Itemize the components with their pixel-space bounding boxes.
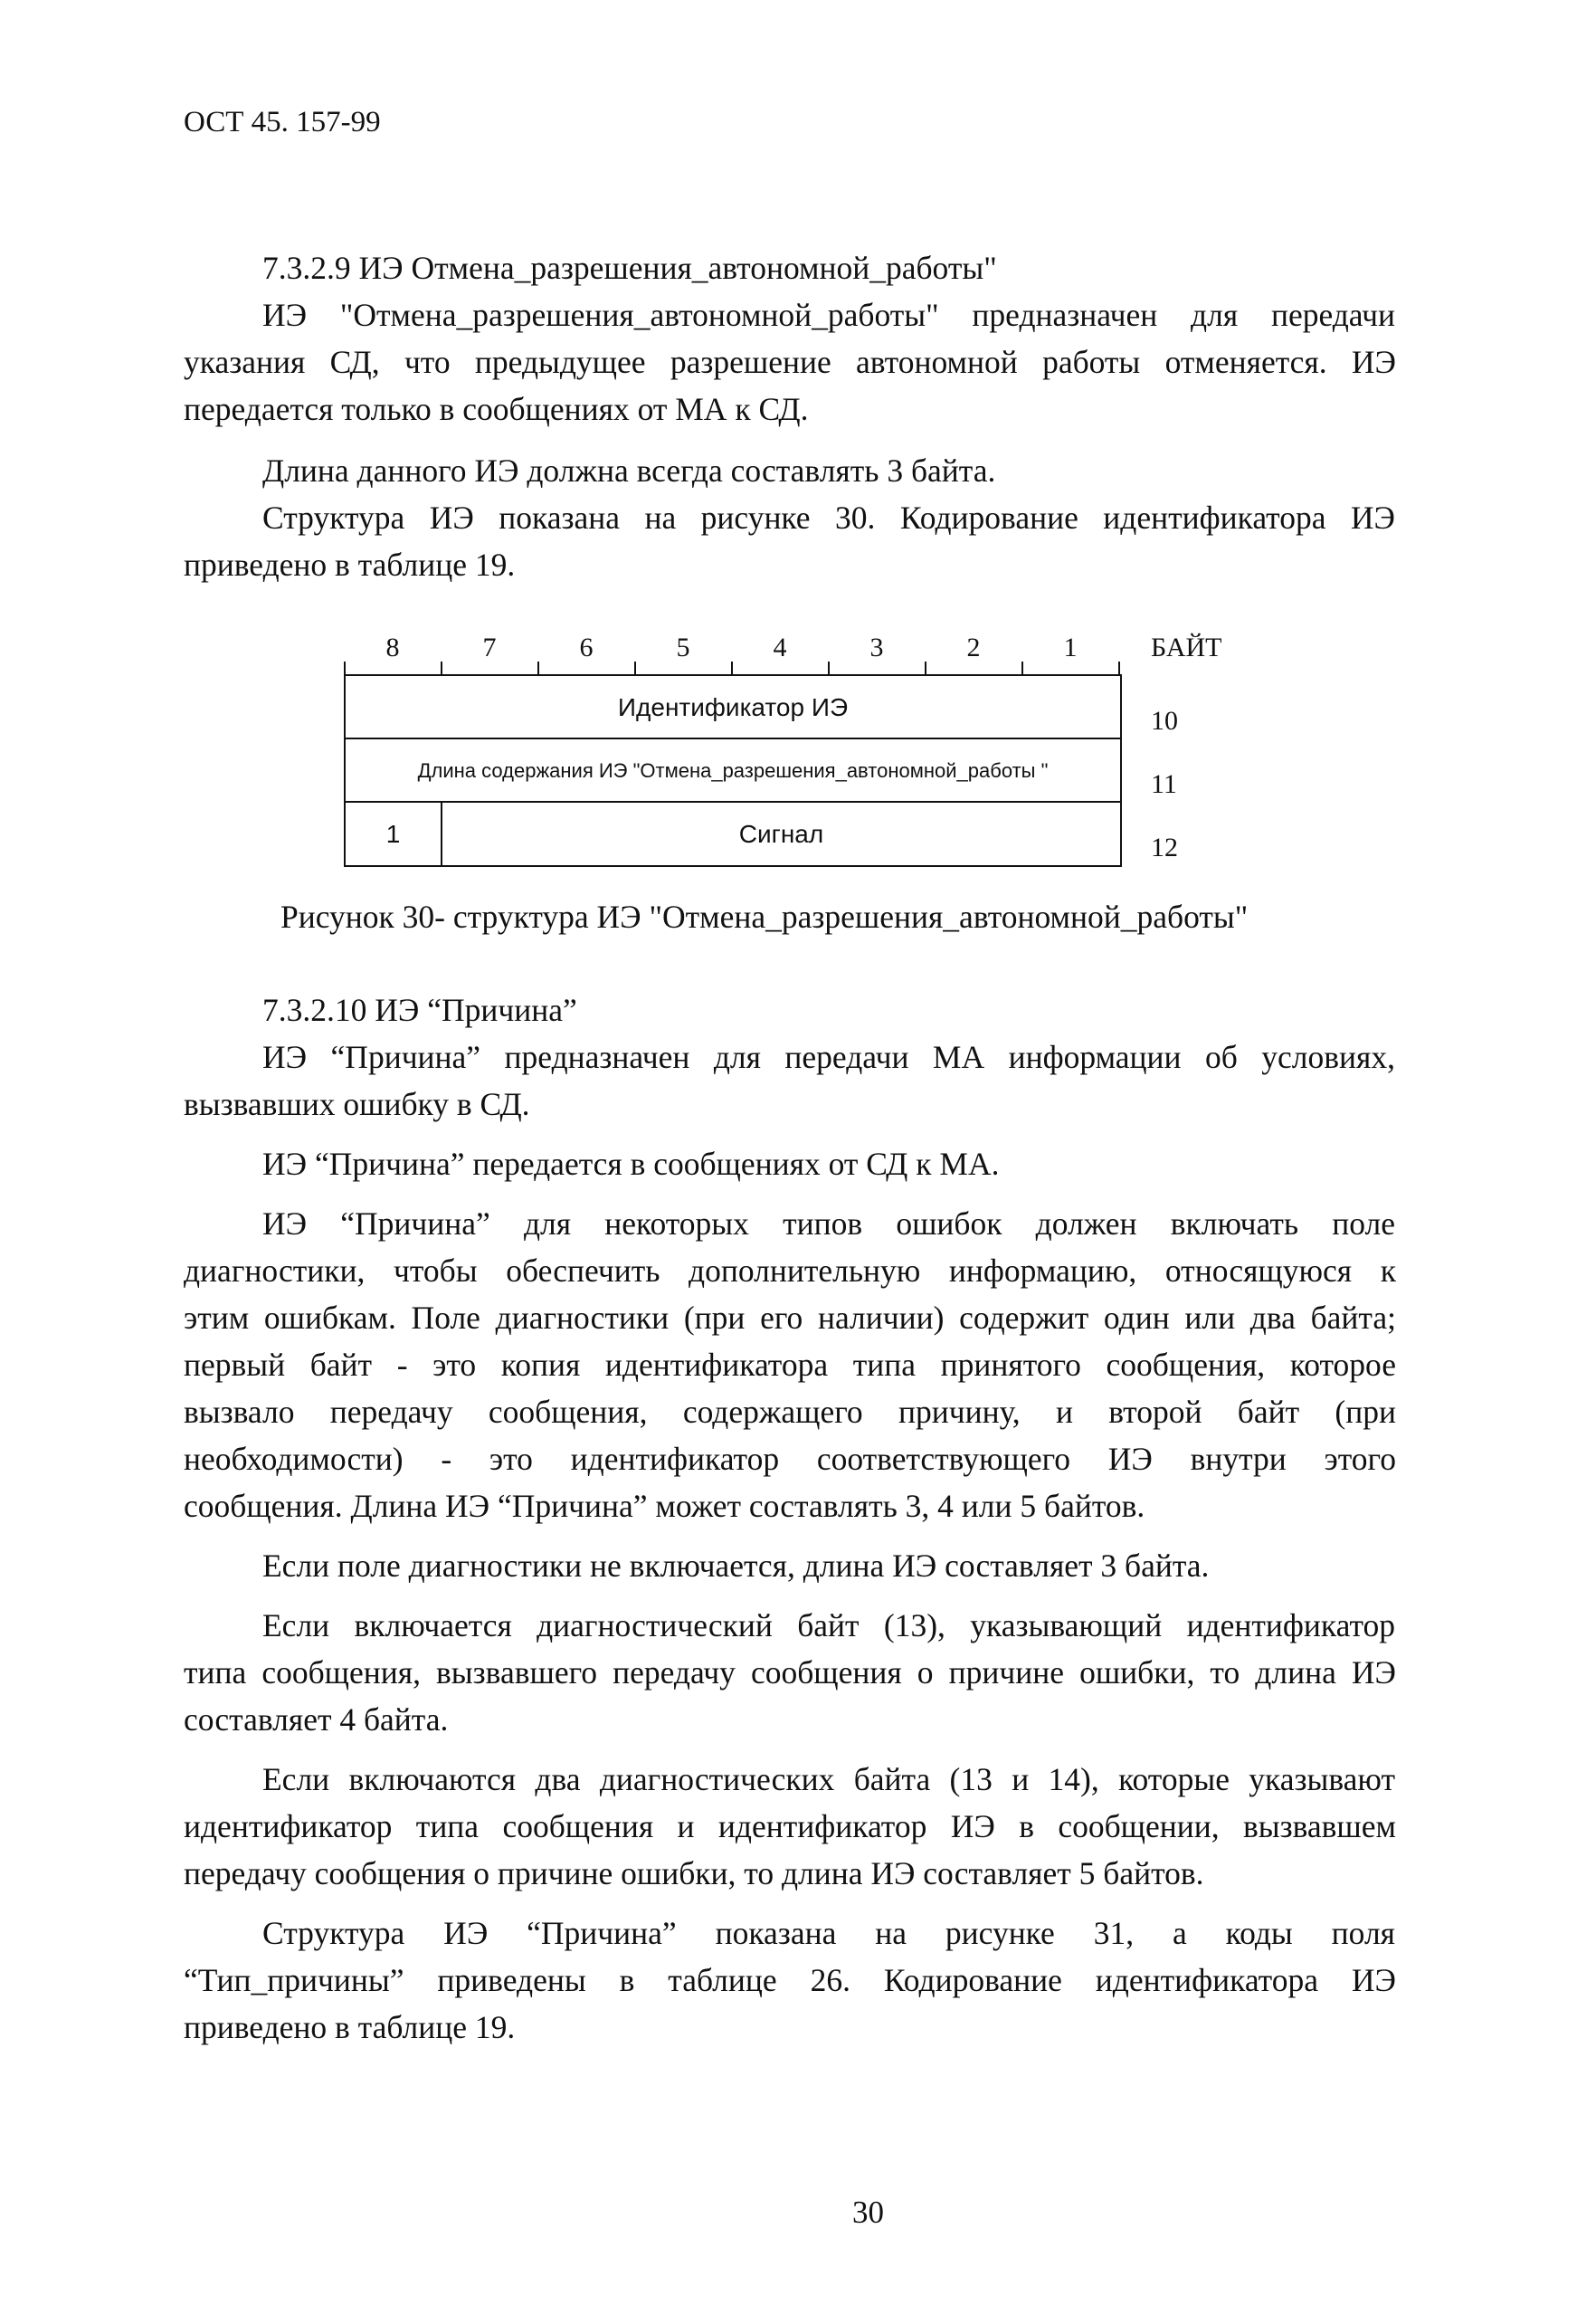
paragraph-line: Структура ИЭ показана на рисунке 30. Кодирование идентификатора ИЭ (262, 500, 1395, 536)
paragraph-line: вызвало передачу сообщения, содержащего причину, и второй байт (при (184, 1394, 1396, 1430)
identifier-label: Идентификатор ИЭ (617, 693, 849, 721)
paragraph-line: ИЭ “Причина” предназначен для передачи МА информации об условиях, (262, 1039, 1395, 1075)
paragraph-line: передачу сообщения о причине ошибки, то длина ИЭ составляет 5 байтов. (184, 1855, 1204, 1891)
paragraph-line: вызвавших ошибку в СД. (184, 1086, 530, 1122)
paragraph-line: диагностики, чтобы обеспечить дополнительную информацию, относящуюся к (184, 1252, 1396, 1289)
row-signal (346, 803, 1120, 865)
paragraph-line: сообщения. Длина ИЭ “Причина” может составлять 3, 4 или 5 байтов. (184, 1488, 1145, 1524)
bit-label: 6 (579, 633, 594, 662)
signal-label: Сигнал (738, 820, 824, 848)
byte-number: 12 (1151, 833, 1178, 862)
paragraph-line: указания СД, что предыдущее разрешение автономной работы отменяется. ИЭ (184, 344, 1396, 380)
figure-30-caption: Рисунок 30- структура ИЭ "Отмена_разрешения_автономной_работы" (280, 899, 1249, 935)
byte-number: 10 (1151, 706, 1178, 736)
paragraph-line: Если включается диагностический байт (13), указывающий идентификатор (262, 1607, 1395, 1643)
paragraph-line: ИЭ “Причина” для некоторых типов ошибок должен включать поле (262, 1205, 1395, 1242)
bit-label: 2 (966, 633, 981, 662)
paragraph-length: Длина данного ИЭ должна всегда составлять 3 байта. (262, 452, 996, 489)
paragraph-line: составляет 4 байта. (184, 1701, 449, 1738)
bit-label: 7 (482, 633, 497, 662)
byte-column-header: БАЙТ (1151, 633, 1222, 662)
bit-label: 4 (773, 633, 787, 662)
paragraph-line: этим ошибкам. Поле диагностики (при его наличии) содержит один или два байта; (184, 1300, 1396, 1336)
byte-number: 11 (1151, 769, 1177, 799)
paragraph-line: приведено в таблице 19. (184, 547, 516, 583)
section-heading-7-3-2-10: 7.3.2.10 ИЭ “Причина” (262, 992, 577, 1028)
bit-label: 5 (676, 633, 690, 662)
bit-label: 3 (869, 633, 884, 662)
length-label: Длина содержания ИЭ "Отмена_разрешения_автономной_работы " (417, 759, 1049, 782)
paragraph-line: ИЭ "Отмена_разрешения_автономной_работы" предназначен для передачи (262, 297, 1395, 333)
paragraph-line: ИЭ “Причина” передается в сообщениях от СД к МА. (262, 1146, 1000, 1182)
paragraph-line: типа сообщения, вызвавшего передачу сообщения о причине ошибки, то длина ИЭ (184, 1654, 1396, 1691)
bit-label: 8 (385, 633, 400, 662)
row-length (346, 739, 1120, 803)
paragraph-line: идентификатор типа сообщения и идентификатор ИЭ в сообщении, вызвавшем (184, 1808, 1396, 1844)
paragraph-line: Если поле диагностики не включается, длина ИЭ составляет 3 байта. (262, 1548, 1210, 1584)
paragraph-line: “Тип_причины” приведены в таблице 26. Кодирование идентификатора ИЭ (184, 1962, 1396, 1998)
paragraph-line: передается только в сообщениях от МА к СД. (184, 391, 809, 427)
page-number: 30 (852, 2195, 884, 2230)
row-identifier (346, 676, 1120, 739)
paragraph-line: первый байт - это копия идентификатора типа принятого сообщения, которое (184, 1347, 1396, 1383)
structure-table (344, 674, 1122, 867)
section-heading-7-3-2-9: 7.3.2.9 ИЭ Отмена_разрешения_автономной_работы" (262, 250, 997, 286)
paragraph-line: приведено в таблице 19. (184, 2009, 516, 2045)
signal-bit-value: 1 (346, 803, 442, 865)
document-code: ОСТ 45. 157-99 (184, 106, 381, 138)
paragraph-line: Структура ИЭ “Причина” показана на рисунке 31, а коды поля (262, 1915, 1395, 1951)
bit-label: 1 (1063, 633, 1078, 662)
bit-numbers-row (344, 633, 1122, 669)
paragraph-line: Если включаются два диагностических байта (13 и 14), которые указывают (262, 1761, 1395, 1797)
figure-30-structure (344, 620, 1230, 882)
paragraph-line: необходимости) - это идентификатор соответствующего ИЭ внутри этого (184, 1441, 1396, 1477)
